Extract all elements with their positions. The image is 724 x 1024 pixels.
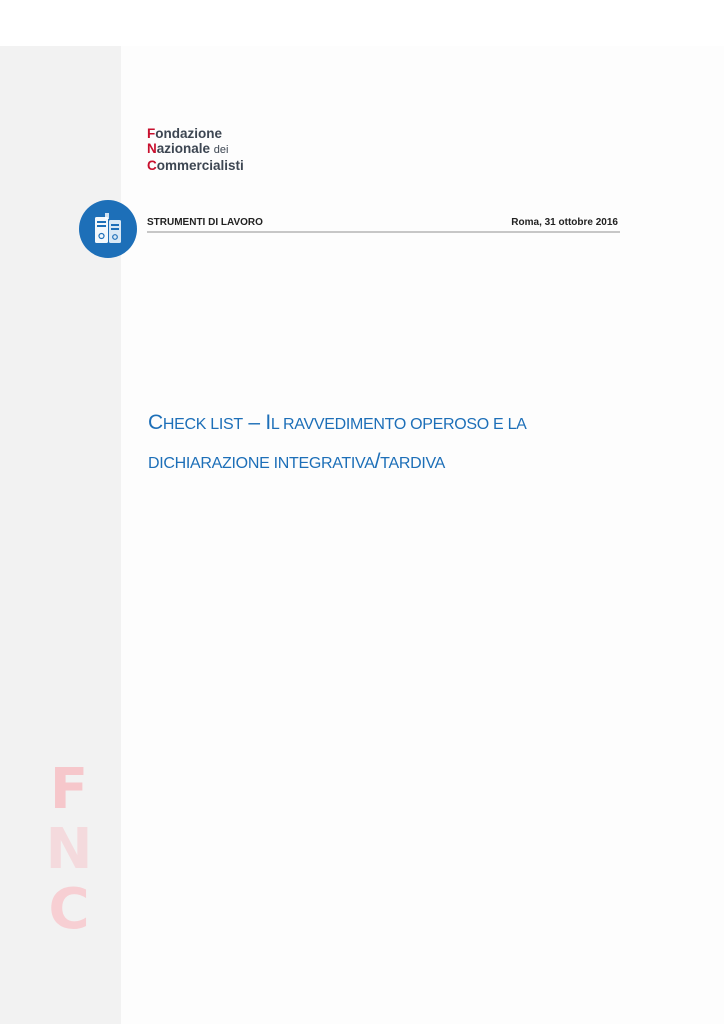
watermark-letter-c: C xyxy=(48,877,90,942)
watermark-letter-f: F xyxy=(49,757,89,822)
logo-line-commercialisti: Commercialisti xyxy=(147,158,244,173)
header-divider xyxy=(147,231,620,233)
title-line-1: CHECK LIST – IL RAVVEDIMENTO OPEROSO E LA xyxy=(148,411,527,434)
documents-icon xyxy=(79,200,137,258)
document-date: Roma, 31 ottobre 2016 xyxy=(511,217,618,228)
section-label: STRUMENTI DI LAVORO xyxy=(147,217,263,228)
fnc-watermark xyxy=(44,757,94,942)
fnc-logo xyxy=(147,126,244,173)
logo-line-fondazione: Fondazione xyxy=(147,126,222,141)
title-line-2: DICHIARAZIONE INTEGRATIVA/TARDIVA xyxy=(148,450,446,473)
logo-line-nazionale: Nazionale dei xyxy=(147,141,229,156)
watermark-letter-n: N xyxy=(45,817,93,882)
document-title xyxy=(148,404,628,482)
page-body xyxy=(121,46,724,1024)
